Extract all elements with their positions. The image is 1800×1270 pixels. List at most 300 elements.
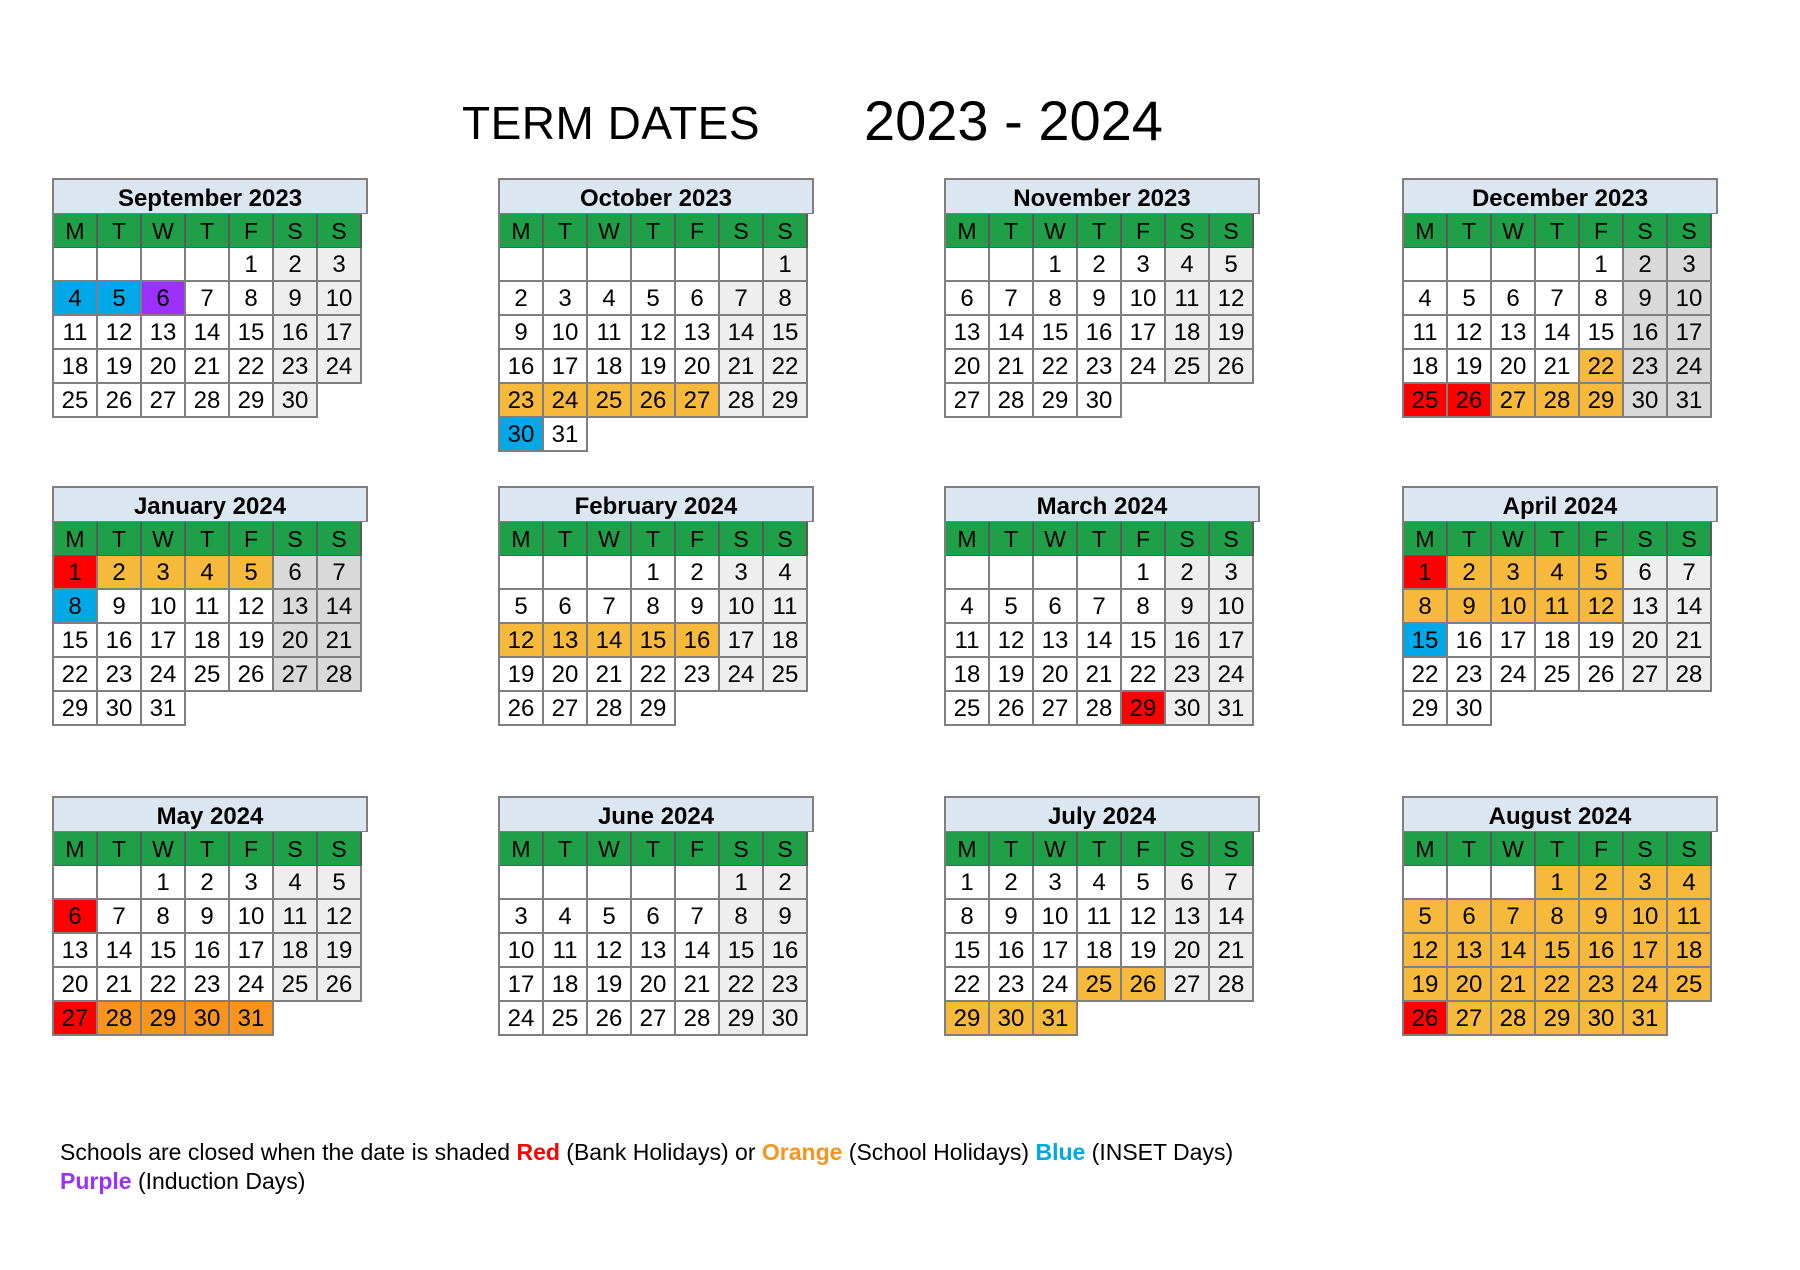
- day-cell: 21: [1668, 624, 1712, 658]
- day-cell: 19: [1210, 316, 1254, 350]
- day-cell: 17: [1668, 316, 1712, 350]
- weekday-label: W: [1034, 214, 1078, 248]
- day-cell: 17: [1122, 316, 1166, 350]
- weekday-header: [54, 522, 368, 556]
- week-row: [946, 900, 1260, 934]
- day-cell: 23: [1580, 968, 1624, 1002]
- day-cell: 8: [1122, 590, 1166, 624]
- day-cell: 5: [318, 866, 362, 900]
- day-cell: 4: [1078, 866, 1122, 900]
- day-cell: 9: [186, 900, 230, 934]
- day-cell: 31: [142, 692, 186, 726]
- day-cell: 24: [1624, 968, 1668, 1002]
- week-row: [54, 384, 368, 418]
- legend-red-key: Red: [516, 1139, 560, 1165]
- day-cell: 28: [720, 384, 764, 418]
- weekday-label: S: [720, 832, 764, 866]
- day-cell: 20: [544, 658, 588, 692]
- week-row: [946, 866, 1260, 900]
- day-cell: 25: [1166, 350, 1210, 384]
- day-cell: 6: [1492, 282, 1536, 316]
- empty-cell: [142, 248, 186, 282]
- day-cell: 1: [1580, 248, 1624, 282]
- day-cell: 26: [98, 384, 142, 418]
- day-cell: 18: [946, 658, 990, 692]
- legend-blue-desc: (INSET Days): [1085, 1139, 1234, 1165]
- day-cell: 22: [54, 658, 98, 692]
- day-cell: 29: [1034, 384, 1078, 418]
- month-title: September 2023: [54, 180, 368, 214]
- empty-cell: [632, 418, 676, 452]
- day-cell: 25: [1404, 384, 1448, 418]
- day-cell: 23: [676, 658, 720, 692]
- day-cell: 31: [1624, 1002, 1668, 1036]
- weekday-label: T: [990, 214, 1034, 248]
- day-cell: 24: [230, 968, 274, 1002]
- day-cell: 2: [1166, 556, 1210, 590]
- day-cell: 26: [318, 968, 362, 1002]
- day-cell: 13: [946, 316, 990, 350]
- day-cell: 17: [1210, 624, 1254, 658]
- empty-cell: [318, 1002, 362, 1036]
- day-cell: 28: [676, 1002, 720, 1036]
- day-cell: 27: [142, 384, 186, 418]
- empty-cell: [318, 692, 362, 726]
- day-cell: 1: [54, 556, 98, 590]
- weekday-label: W: [142, 214, 186, 248]
- empty-cell: [500, 556, 544, 590]
- weekday-label: T: [186, 832, 230, 866]
- day-cell: 16: [1624, 316, 1668, 350]
- week-row: [946, 968, 1260, 1002]
- weekday-label: M: [500, 832, 544, 866]
- weekday-label: T: [98, 214, 142, 248]
- day-cell: 22: [1536, 968, 1580, 1002]
- day-cell: 30: [1078, 384, 1122, 418]
- legend-line-1: [60, 1138, 1233, 1167]
- week-row: [946, 934, 1260, 968]
- day-cell: 8: [1034, 282, 1078, 316]
- day-cell: 9: [1448, 590, 1492, 624]
- day-cell: 3: [1668, 248, 1712, 282]
- legend-purple-desc: (Induction Days): [131, 1168, 306, 1194]
- day-cell: 5: [500, 590, 544, 624]
- day-cell: 5: [98, 282, 142, 316]
- weekday-label: S: [1668, 214, 1712, 248]
- empty-cell: [764, 692, 808, 726]
- day-cell: 26: [1210, 350, 1254, 384]
- day-cell: 14: [98, 934, 142, 968]
- weekday-label: M: [54, 832, 98, 866]
- day-cell: 23: [500, 384, 544, 418]
- weekday-label: M: [54, 522, 98, 556]
- day-cell: 24: [142, 658, 186, 692]
- weekday-label: F: [676, 214, 720, 248]
- day-cell: 16: [676, 624, 720, 658]
- weekday-label: T: [1078, 832, 1122, 866]
- day-cell: 3: [500, 900, 544, 934]
- empty-cell: [676, 866, 720, 900]
- week-row: [1404, 968, 1718, 1002]
- month-title: May 2024: [54, 798, 368, 832]
- day-cell: 22: [230, 350, 274, 384]
- day-cell: 8: [142, 900, 186, 934]
- weekday-header: [946, 214, 1260, 248]
- weekday-label: W: [588, 214, 632, 248]
- week-row: [500, 590, 814, 624]
- day-cell: 13: [1448, 934, 1492, 968]
- day-cell: 9: [676, 590, 720, 624]
- day-cell: 8: [1404, 590, 1448, 624]
- day-cell: 7: [1078, 590, 1122, 624]
- day-cell: 25: [186, 658, 230, 692]
- day-cell: 14: [1078, 624, 1122, 658]
- weekday-label: S: [1166, 522, 1210, 556]
- month-title: January 2024: [54, 488, 368, 522]
- day-cell: 26: [1448, 384, 1492, 418]
- day-cell: 14: [186, 316, 230, 350]
- empty-cell: [186, 248, 230, 282]
- day-cell: 14: [1210, 900, 1254, 934]
- month-title: April 2024: [1404, 488, 1718, 522]
- day-cell: 10: [500, 934, 544, 968]
- day-cell: 3: [1122, 248, 1166, 282]
- weekday-label: M: [1404, 214, 1448, 248]
- day-cell: 19: [1404, 968, 1448, 1002]
- day-cell: 27: [1448, 1002, 1492, 1036]
- day-cell: 4: [764, 556, 808, 590]
- day-cell: 29: [1122, 692, 1166, 726]
- day-cell: 20: [274, 624, 318, 658]
- weekday-label: S: [1668, 832, 1712, 866]
- day-cell: 16: [1078, 316, 1122, 350]
- day-cell: 10: [544, 316, 588, 350]
- day-cell: 22: [632, 658, 676, 692]
- legend-orange-key: Orange: [761, 1139, 843, 1165]
- week-row: [1404, 900, 1718, 934]
- weekday-label: T: [632, 832, 676, 866]
- day-cell: 4: [54, 282, 98, 316]
- day-cell: 28: [318, 658, 362, 692]
- empty-cell: [1448, 866, 1492, 900]
- week-row: [946, 350, 1260, 384]
- day-cell: 23: [274, 350, 318, 384]
- day-cell: 10: [1122, 282, 1166, 316]
- day-cell: 6: [1448, 900, 1492, 934]
- day-cell: 24: [1210, 658, 1254, 692]
- day-cell: 15: [946, 934, 990, 968]
- day-cell: 25: [1668, 968, 1712, 1002]
- day-cell: 25: [54, 384, 98, 418]
- day-cell: 22: [1122, 658, 1166, 692]
- empty-cell: [1624, 692, 1668, 726]
- day-cell: 10: [230, 900, 274, 934]
- day-cell: 16: [990, 934, 1034, 968]
- weekday-label: S: [274, 522, 318, 556]
- weekday-header: [946, 832, 1260, 866]
- day-cell: 18: [1668, 934, 1712, 968]
- day-cell: 3: [720, 556, 764, 590]
- day-cell: 14: [1668, 590, 1712, 624]
- day-cell: 22: [1404, 658, 1448, 692]
- week-row: [1404, 316, 1718, 350]
- day-cell: 21: [1078, 658, 1122, 692]
- day-cell: 31: [1668, 384, 1712, 418]
- day-cell: 29: [1580, 384, 1624, 418]
- day-cell: 24: [500, 1002, 544, 1036]
- week-row: [500, 1002, 814, 1036]
- day-cell: 3: [1624, 866, 1668, 900]
- day-cell: 1: [764, 248, 808, 282]
- empty-cell: [588, 866, 632, 900]
- day-cell: 18: [764, 624, 808, 658]
- weekday-label: S: [1210, 214, 1254, 248]
- month-april-2024: [1402, 486, 1718, 726]
- day-cell: 7: [1492, 900, 1536, 934]
- day-cell: 7: [588, 590, 632, 624]
- legend: [60, 1138, 1233, 1196]
- day-cell: 11: [946, 624, 990, 658]
- empty-cell: [588, 418, 632, 452]
- day-cell: 16: [1580, 934, 1624, 968]
- weekday-label: T: [544, 522, 588, 556]
- day-cell: 14: [720, 316, 764, 350]
- day-cell: 10: [1492, 590, 1536, 624]
- day-cell: 6: [274, 556, 318, 590]
- day-cell: 4: [946, 590, 990, 624]
- week-row: [1404, 624, 1718, 658]
- day-cell: 27: [1166, 968, 1210, 1002]
- day-cell: 27: [274, 658, 318, 692]
- day-cell: 15: [1122, 624, 1166, 658]
- week-row: [500, 248, 814, 282]
- day-cell: 2: [990, 866, 1034, 900]
- day-cell: 4: [1404, 282, 1448, 316]
- day-cell: 1: [632, 556, 676, 590]
- month-title: August 2024: [1404, 798, 1718, 832]
- weekday-label: F: [1122, 214, 1166, 248]
- day-cell: 12: [1580, 590, 1624, 624]
- day-cell: 30: [1624, 384, 1668, 418]
- day-cell: 10: [318, 282, 362, 316]
- day-cell: 20: [1166, 934, 1210, 968]
- weekday-label: W: [588, 522, 632, 556]
- empty-cell: [1668, 692, 1712, 726]
- weekday-label: M: [54, 214, 98, 248]
- day-cell: 19: [588, 968, 632, 1002]
- weekday-label: M: [946, 832, 990, 866]
- empty-cell: [1034, 556, 1078, 590]
- week-row: [1404, 934, 1718, 968]
- day-cell: 16: [764, 934, 808, 968]
- day-cell: 15: [54, 624, 98, 658]
- weekday-label: M: [1404, 522, 1448, 556]
- day-cell: 28: [588, 692, 632, 726]
- weekday-label: T: [1078, 214, 1122, 248]
- day-cell: 13: [544, 624, 588, 658]
- day-cell: 24: [1034, 968, 1078, 1002]
- day-cell: 1: [230, 248, 274, 282]
- empty-cell: [1122, 1002, 1166, 1036]
- day-cell: 23: [98, 658, 142, 692]
- weekday-label: T: [1448, 832, 1492, 866]
- day-cell: 31: [1034, 1002, 1078, 1036]
- legend-purple-key: Purple: [60, 1168, 132, 1194]
- weekday-label: F: [676, 522, 720, 556]
- empty-cell: [54, 866, 98, 900]
- empty-cell: [1536, 692, 1580, 726]
- day-cell: 29: [720, 1002, 764, 1036]
- week-row: [1404, 282, 1718, 316]
- day-cell: 22: [1034, 350, 1078, 384]
- weekday-header: [500, 214, 814, 248]
- day-cell: 28: [186, 384, 230, 418]
- week-row: [54, 1002, 368, 1036]
- week-row: [500, 692, 814, 726]
- empty-cell: [990, 248, 1034, 282]
- weekday-header: [1404, 214, 1718, 248]
- day-cell: 20: [946, 350, 990, 384]
- day-cell: 1: [1034, 248, 1078, 282]
- week-row: [54, 556, 368, 590]
- day-cell: 22: [142, 968, 186, 1002]
- day-cell: 18: [1404, 350, 1448, 384]
- week-row: [54, 624, 368, 658]
- day-cell: 19: [632, 350, 676, 384]
- day-cell: 25: [946, 692, 990, 726]
- day-cell: 11: [1166, 282, 1210, 316]
- day-cell: 8: [230, 282, 274, 316]
- week-row: [54, 590, 368, 624]
- day-cell: 6: [142, 282, 186, 316]
- day-cell: 12: [1448, 316, 1492, 350]
- day-cell: 19: [1122, 934, 1166, 968]
- empty-cell: [720, 418, 764, 452]
- day-cell: 26: [1404, 1002, 1448, 1036]
- day-cell: 17: [318, 316, 362, 350]
- day-cell: 16: [500, 350, 544, 384]
- day-cell: 7: [1668, 556, 1712, 590]
- day-cell: 10: [1210, 590, 1254, 624]
- day-cell: 19: [500, 658, 544, 692]
- weekday-label: F: [1122, 522, 1166, 556]
- day-cell: 3: [1210, 556, 1254, 590]
- weekday-label: F: [230, 522, 274, 556]
- weekday-label: W: [1492, 214, 1536, 248]
- empty-cell: [1580, 692, 1624, 726]
- day-cell: 4: [1166, 248, 1210, 282]
- day-cell: 8: [1536, 900, 1580, 934]
- weekday-label: S: [1624, 214, 1668, 248]
- empty-cell: [764, 418, 808, 452]
- weekday-label: W: [142, 832, 186, 866]
- day-cell: 9: [1580, 900, 1624, 934]
- empty-cell: [1492, 692, 1536, 726]
- day-cell: 29: [142, 1002, 186, 1036]
- month-title: December 2023: [1404, 180, 1718, 214]
- day-cell: 2: [500, 282, 544, 316]
- empty-cell: [1210, 384, 1254, 418]
- day-cell: 13: [1624, 590, 1668, 624]
- weekday-label: T: [186, 522, 230, 556]
- day-cell: 14: [676, 934, 720, 968]
- weekday-label: W: [1492, 522, 1536, 556]
- week-row: [500, 968, 814, 1002]
- empty-cell: [54, 248, 98, 282]
- day-cell: 23: [1166, 658, 1210, 692]
- day-cell: 3: [544, 282, 588, 316]
- day-cell: 20: [632, 968, 676, 1002]
- day-cell: 5: [1580, 556, 1624, 590]
- day-cell: 26: [1122, 968, 1166, 1002]
- day-cell: 24: [1492, 658, 1536, 692]
- day-cell: 17: [1492, 624, 1536, 658]
- week-row: [946, 692, 1260, 726]
- week-row: [1404, 384, 1718, 418]
- day-cell: 18: [544, 968, 588, 1002]
- weekday-label: S: [764, 832, 808, 866]
- week-row: [946, 590, 1260, 624]
- day-cell: 20: [1034, 658, 1078, 692]
- day-cell: 28: [990, 384, 1034, 418]
- empty-cell: [318, 384, 362, 418]
- day-cell: 11: [1668, 900, 1712, 934]
- empty-cell: [274, 1002, 318, 1036]
- day-cell: 27: [1624, 658, 1668, 692]
- weekday-header: [54, 832, 368, 866]
- weekday-label: S: [318, 832, 362, 866]
- day-cell: 21: [186, 350, 230, 384]
- day-cell: 18: [1166, 316, 1210, 350]
- month-january-2024: [52, 486, 368, 726]
- weekday-label: S: [1210, 832, 1254, 866]
- weekday-label: S: [1624, 522, 1668, 556]
- day-cell: 17: [500, 968, 544, 1002]
- day-cell: 19: [318, 934, 362, 968]
- month-july-2024: [944, 796, 1260, 1036]
- day-cell: 29: [632, 692, 676, 726]
- day-cell: 11: [1078, 900, 1122, 934]
- weekday-label: S: [720, 522, 764, 556]
- day-cell: 5: [1210, 248, 1254, 282]
- day-cell: 27: [1492, 384, 1536, 418]
- week-row: [1404, 556, 1718, 590]
- weekday-label: T: [632, 214, 676, 248]
- week-row: [54, 282, 368, 316]
- week-row: [500, 624, 814, 658]
- day-cell: 12: [500, 624, 544, 658]
- day-cell: 9: [1078, 282, 1122, 316]
- day-cell: 7: [318, 556, 362, 590]
- day-cell: 2: [1580, 866, 1624, 900]
- day-cell: 15: [720, 934, 764, 968]
- month-title: June 2024: [500, 798, 814, 832]
- day-cell: 17: [720, 624, 764, 658]
- month-title: October 2023: [500, 180, 814, 214]
- weekday-label: S: [1166, 214, 1210, 248]
- day-cell: 29: [946, 1002, 990, 1036]
- weekday-label: T: [1536, 214, 1580, 248]
- day-cell: 23: [1624, 350, 1668, 384]
- day-cell: 13: [1492, 316, 1536, 350]
- day-cell: 16: [274, 316, 318, 350]
- day-cell: 30: [990, 1002, 1034, 1036]
- empty-cell: [946, 248, 990, 282]
- day-cell: 20: [54, 968, 98, 1002]
- empty-cell: [274, 692, 318, 726]
- weekday-label: W: [1034, 832, 1078, 866]
- day-cell: 5: [1122, 866, 1166, 900]
